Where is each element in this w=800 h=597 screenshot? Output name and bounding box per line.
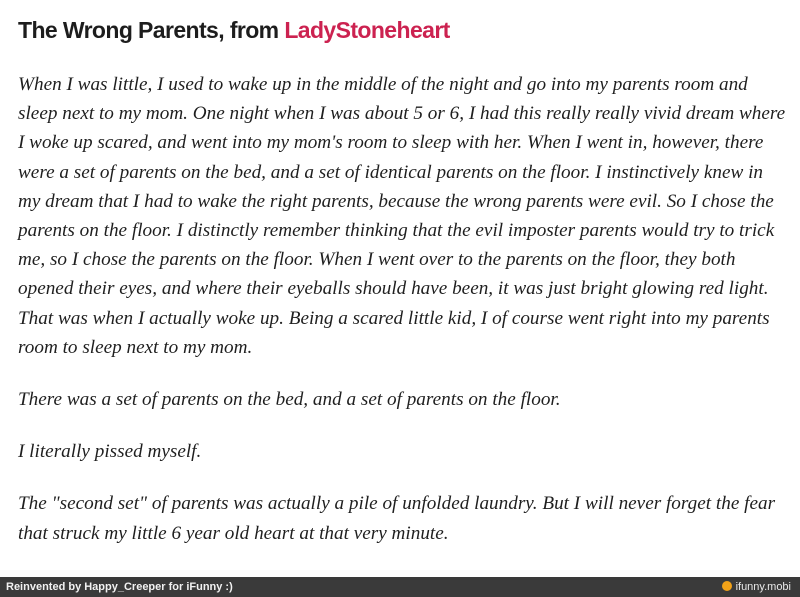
credit-text: Reinvented by Happy_Creeper for iFunny :) <box>6 581 233 593</box>
brand-text: ifunny.mobi <box>735 581 791 593</box>
author-name: LadyStoneheart <box>284 17 450 43</box>
story-body <box>18 70 790 571</box>
story-paragraph-3: I literally pissed myself. <box>18 441 202 463</box>
story-paragraph-1: When I was little, I used to wake up in the middle of the night and go into my parents room and sleep next to my mom. One night when I was about 5 or 6, I had this really really vivid dream where I woke up scared, and went into my mom's room to sleep with her. When I went in, however, there were a set of parents on the bed, and a set of identical parents on the floor. I instinctively knew in my dream that I had to wake the right parents, because the wrong parents were evil. So I chose the parents on the floor. I distinctly remember thinking that the evil imposter parents would try to trick me, so I chose the parents on the floor. When I went over to the parents on the floor, they both opened their eyes, and where their eyeballs should have been, it was just bright glowing red light. That was when I actually woke up. Being a scared little kid, I of course went right into my parents room to sleep next to my mom. <box>18 74 786 358</box>
brand-watermark <box>722 581 791 593</box>
story-paragraph-4: The "second set" of parents was actually a pile of unfolded laundry. But I will never forget the fear that struck my little 6 year old heart at that very minute. <box>18 493 776 544</box>
ifunny-logo-icon <box>722 581 732 591</box>
story-paragraph-2: There was a set of parents on the bed, and a set of parents on the floor. <box>18 389 561 411</box>
title-prefix: The Wrong Parents, from <box>18 17 285 43</box>
watermark-footer <box>0 577 800 597</box>
post-title <box>18 17 450 44</box>
